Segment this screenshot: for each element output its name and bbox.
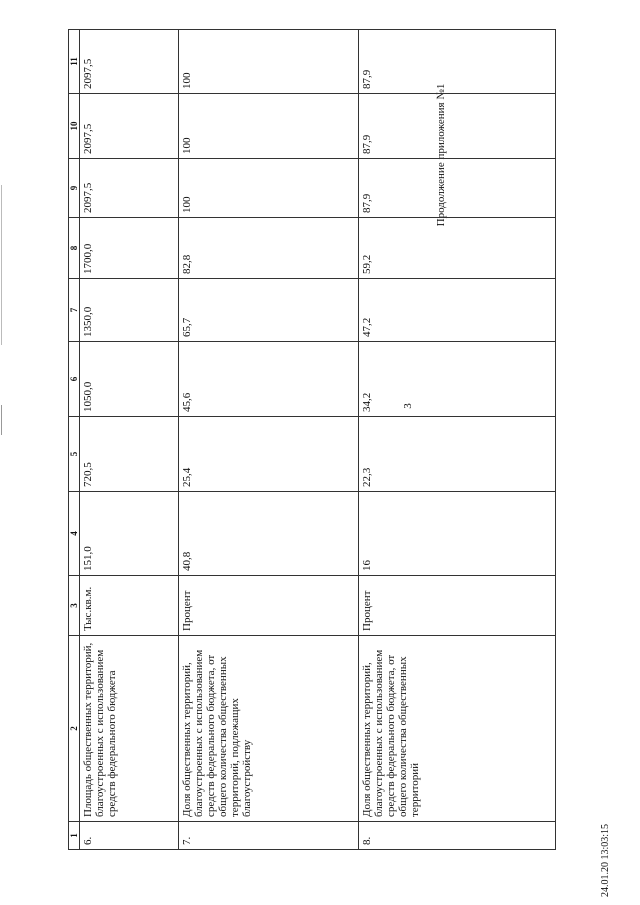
value-cell: 82,8 bbox=[179, 218, 359, 279]
header-cell: 6 bbox=[69, 342, 80, 417]
value-cell: 47,2 bbox=[359, 279, 556, 342]
header-cell: 3 bbox=[69, 576, 80, 636]
value-cell: 100 bbox=[179, 159, 359, 218]
value-cell: 2097,5 bbox=[80, 159, 179, 218]
value-cell: 1050,0 bbox=[80, 342, 179, 417]
indicator-name: Площадь общественных территорий, благоустроенных с использованием средств федерального бюджета bbox=[80, 636, 179, 822]
value-cell: 151,0 bbox=[80, 492, 179, 576]
value-cell: 22,3 bbox=[359, 417, 556, 492]
unit-cell: Процент bbox=[179, 576, 359, 636]
header-cell: 5 bbox=[69, 417, 80, 492]
indicator-name: Доля общественных территорий, благоустроенных с использованием средств федерального бюджета, от общего количества общественных территорий, подлежащих благоустройству bbox=[179, 636, 359, 822]
row-number: 8. bbox=[359, 822, 556, 850]
value-cell: 25,4 bbox=[179, 417, 359, 492]
table-row bbox=[359, 30, 556, 850]
header-cell: 8 bbox=[69, 218, 80, 279]
value-cell: 16 bbox=[359, 492, 556, 576]
value-cell: 59,2 bbox=[359, 218, 556, 279]
table-row bbox=[80, 30, 179, 850]
value-cell: 2097,5 bbox=[80, 94, 179, 159]
header-cell: 11 bbox=[69, 30, 80, 94]
value-cell: 34,2 bbox=[359, 342, 556, 417]
unit-cell: Тыс.кв.м. bbox=[80, 576, 179, 636]
scan-mark bbox=[1, 185, 2, 345]
value-cell: 87,9 bbox=[359, 159, 556, 218]
value-cell: 1350,0 bbox=[80, 279, 179, 342]
value-cell: 45,6 bbox=[179, 342, 359, 417]
value-cell: 100 bbox=[179, 30, 359, 94]
print-timestamp: 24.01.20 13:03:15 bbox=[600, 823, 611, 897]
header-cell: 2 bbox=[69, 636, 80, 822]
unit-cell: Процент bbox=[359, 576, 556, 636]
row-number: 6. bbox=[80, 822, 179, 850]
value-cell: 87,9 bbox=[359, 30, 556, 94]
header-cell: 9 bbox=[69, 159, 80, 218]
appendix-caption: Продолжение приложения №1 bbox=[435, 83, 447, 227]
table-row bbox=[179, 30, 359, 850]
indicator-name: Доля общественных территорий, благоустроенных с использованием средств федерального бюджета, от общего количества общественных территорий bbox=[359, 636, 556, 822]
header-cell: 7 bbox=[69, 279, 80, 342]
value-cell: 40,8 bbox=[179, 492, 359, 576]
header-row bbox=[69, 30, 80, 850]
page-number: 3 bbox=[402, 403, 414, 409]
value-cell: 1700,0 bbox=[80, 218, 179, 279]
row-number: 7. bbox=[179, 822, 359, 850]
header-cell: 4 bbox=[69, 492, 80, 576]
value-cell: 100 bbox=[179, 94, 359, 159]
header-cell: 10 bbox=[69, 94, 80, 159]
scan-mark bbox=[1, 405, 2, 435]
value-cell: 87,9 bbox=[359, 94, 556, 159]
header-cell: 1 bbox=[69, 822, 80, 850]
value-cell: 2097,5 bbox=[80, 30, 179, 94]
value-cell: 65,7 bbox=[179, 279, 359, 342]
indicator-table bbox=[68, 29, 556, 850]
value-cell: 720,5 bbox=[80, 417, 179, 492]
